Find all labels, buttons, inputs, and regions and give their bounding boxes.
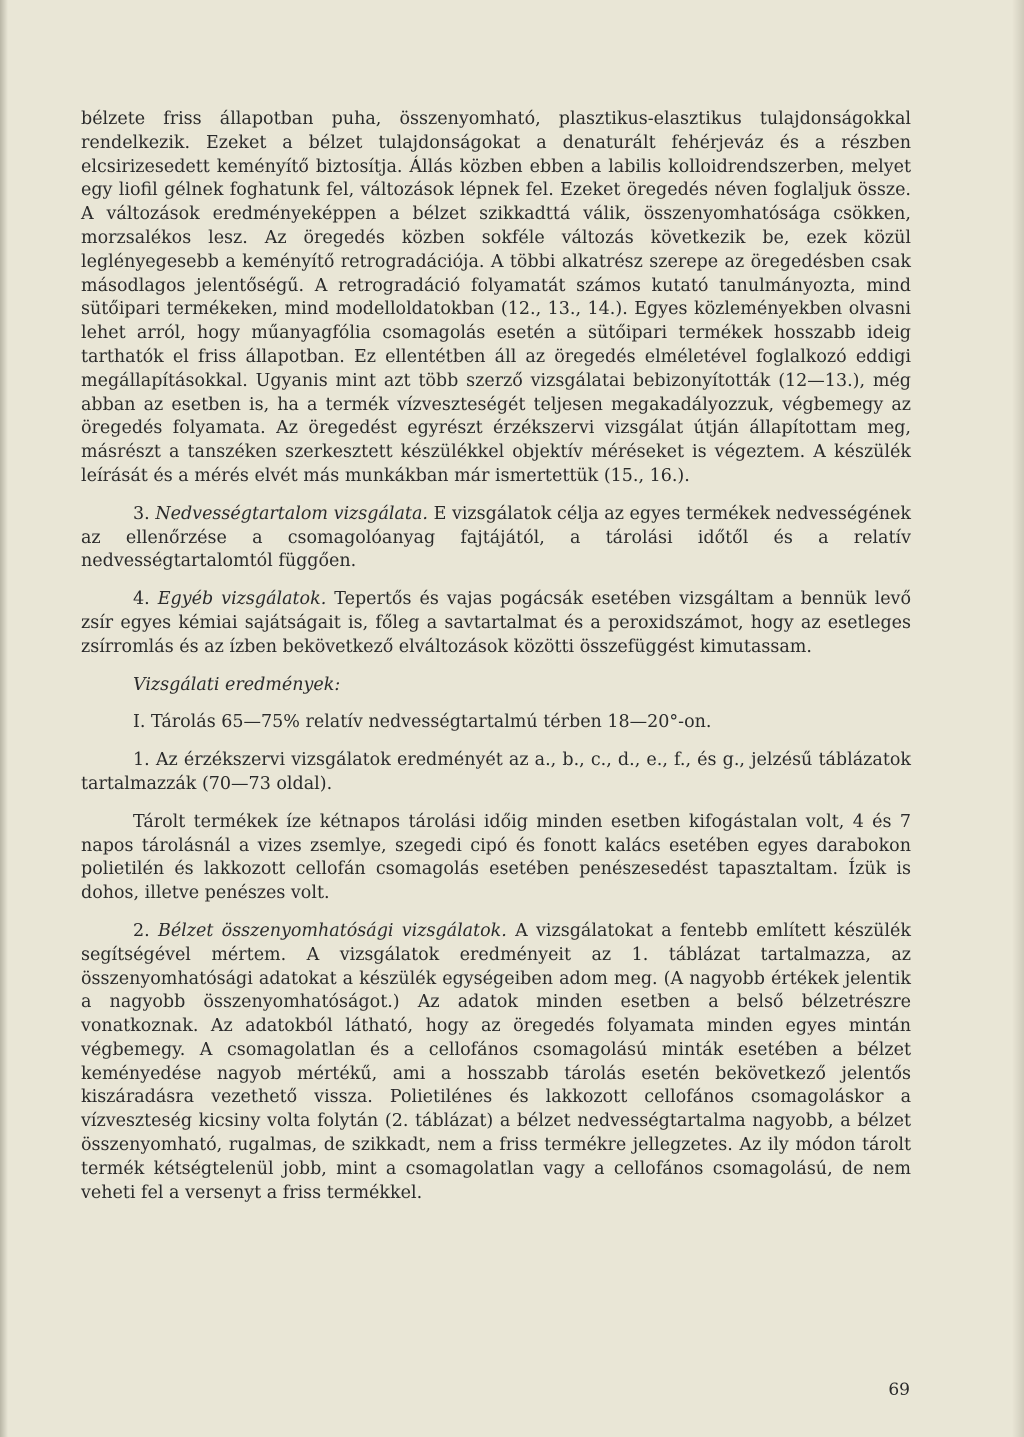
item-compressibility [81,920,911,1206]
paragraph-aging: bélzete friss állapotban puha, összenyomható, plasztikus-elasztikus tulajdonságokkal rendelkezik. Ezeket a bélzet tulajdonságokat a denaturált fehérjeváz és a részben elcsirizesedett keményítő biztosítja. Állás közben ebben a labilis kolloidrendszerben, melyet egy liofil gélnek foghatunk fel, változások lépnek fel. Ezeket öregedés néven foglaljuk össze. A változások eredményeképpen a bélzet szikkadttá válik, összenyomhatósága csökken, morzsalékos lesz. Az öregedés közben sokféle változás következik be, ezek közül leglényegesebb a keményítő retrogradációja. A többi alkatrész szerepe az öregedésben csak másodlagos jelentőségű. A retrogradáció folyamatát számos kutató tanulmányozta, mind sütőipari termékeken, mind modelloldatokban (12., 13., 14.). Egyes közleményekben olvasni lehet arról, hogy műanyagfólia csomagolás esetén a sütőipari termékek hosszabb ideig tarthatók el friss állapotban. Ez ellentétben áll az öregedés elméletével foglalkozó eddigi megállapításokkal. Ugyanis mint azt több szerző vizsgálatai bebizonyították (12—13.), még abban az esetben is, ha a termék vízveszteségét teljesen megakadályozzuk, végbemegy az öregedés folyamata. Az öregedést egyrészt érzékszervi vizsgálat útján állapítottam meg, másrészt a tanszéken szerkesztett készülékkel objektív méréseket is végeztem. A készülék leírását és a mérés elvét más munkákban már ismertettük (15., 16.). [81,109,911,486]
section-other-heading: Egyéb vizsgálatok. [157,589,327,610]
page-number: 69 [888,1380,910,1400]
section-moisture-number: 3. [133,503,150,524]
results-heading-text: Vizsgálati eredmények: [133,674,341,695]
item-compressibility-heading: Bélzet összenyomhatósági vizsgálatok. [157,920,507,941]
section-moisture-heading: Nedvességtartalom vizsgálata. [155,503,428,524]
scan-edge-left [0,0,8,1437]
section-other-number: 4. [133,589,150,610]
section-moisture [81,503,911,574]
section-other-tests [81,588,911,659]
item-compressibility-number: 2. [133,920,150,941]
page-body [81,108,911,1205]
item-sensory: 1. Az érzékszervi vizsgálatok eredményét az a., b., c., d., e., f., és g., jelzésű táblázatok tartalmazzák (70—73 oldal). [81,750,911,794]
section-moisture-text: E vizsgálatok célja az egyes termékek nedvességének az ellenőrzése a csomagolóanyag fajtájától, a tárolási időtől és a relatív nedvességtartalomtól függően. [81,503,911,572]
item-compressibility-text: A vizsgálatokat a fentebb említett készülék segítségével mértem. A vizsgálatok eredményeit az 1. táblázat tartalmazza, az összenyomhatósági adatokat a készülék egységeiben adom meg. (A nagyobb értékek jelentik a nagyobb összenyomhatóságot.) Az adatok minden esetben a belső bélzetrészre vonatkoznak. Az adatokból látható, hogy az öregedés folyamata minden egyes mintán végbemegy. A csomagolatlan és a cellofános csomagolású minták esetében a bélzet keményedése nagyob mértékű, ami a hosszabb tárolás esetén bekövetkező jelentős kiszáradásra vezethető vissza. Polietilénes és lakkozott cellofános csomagoláskor a vízveszteség kicsiny volta folytán (2. táblázat) a bélzet nedvességtartalma nagyobb, a bélzet összenyomható, rugalmas, de szikkadt, nem a friss termékre jellegzetes. Az ily módon tárolt termék kétségtelenül jobb, mint a csomagolatlan vagy a cellofános csomagolású, de nem veheti fel a versenyt a friss termékkel. [81,920,911,1203]
scan-edge-right [1012,0,1024,1437]
section-other-text: Tepertős és vajas pogácsák esetében vizsgáltam a bennük levő zsír egyes kémiai sajátságait is, főleg a savtartalmat és a peroxidszámot, hogy az esetleges zsírromlás és az ízben bekövetkező elváltozások közötti összefüggést kimutassam. [81,589,911,657]
storage-line: I. Tárolás 65—75% relatív nedvességtartalmú térben 18—20°-on. [133,712,712,733]
results-heading [81,674,911,698]
paragraph-taste: Tárolt termékek íze kétnapos tárolási időig minden esetben kifogástalan volt, 4 és 7 napos tárolásnál a vizes zsemlye, szegedi cipó és fonott kalács esetében egyes darabokon polietilén és lakkozott cellofán csomagolás esetében penészesedést tapasztaltam. Ízük is dohos, illetve penészes volt. [81,811,911,904]
